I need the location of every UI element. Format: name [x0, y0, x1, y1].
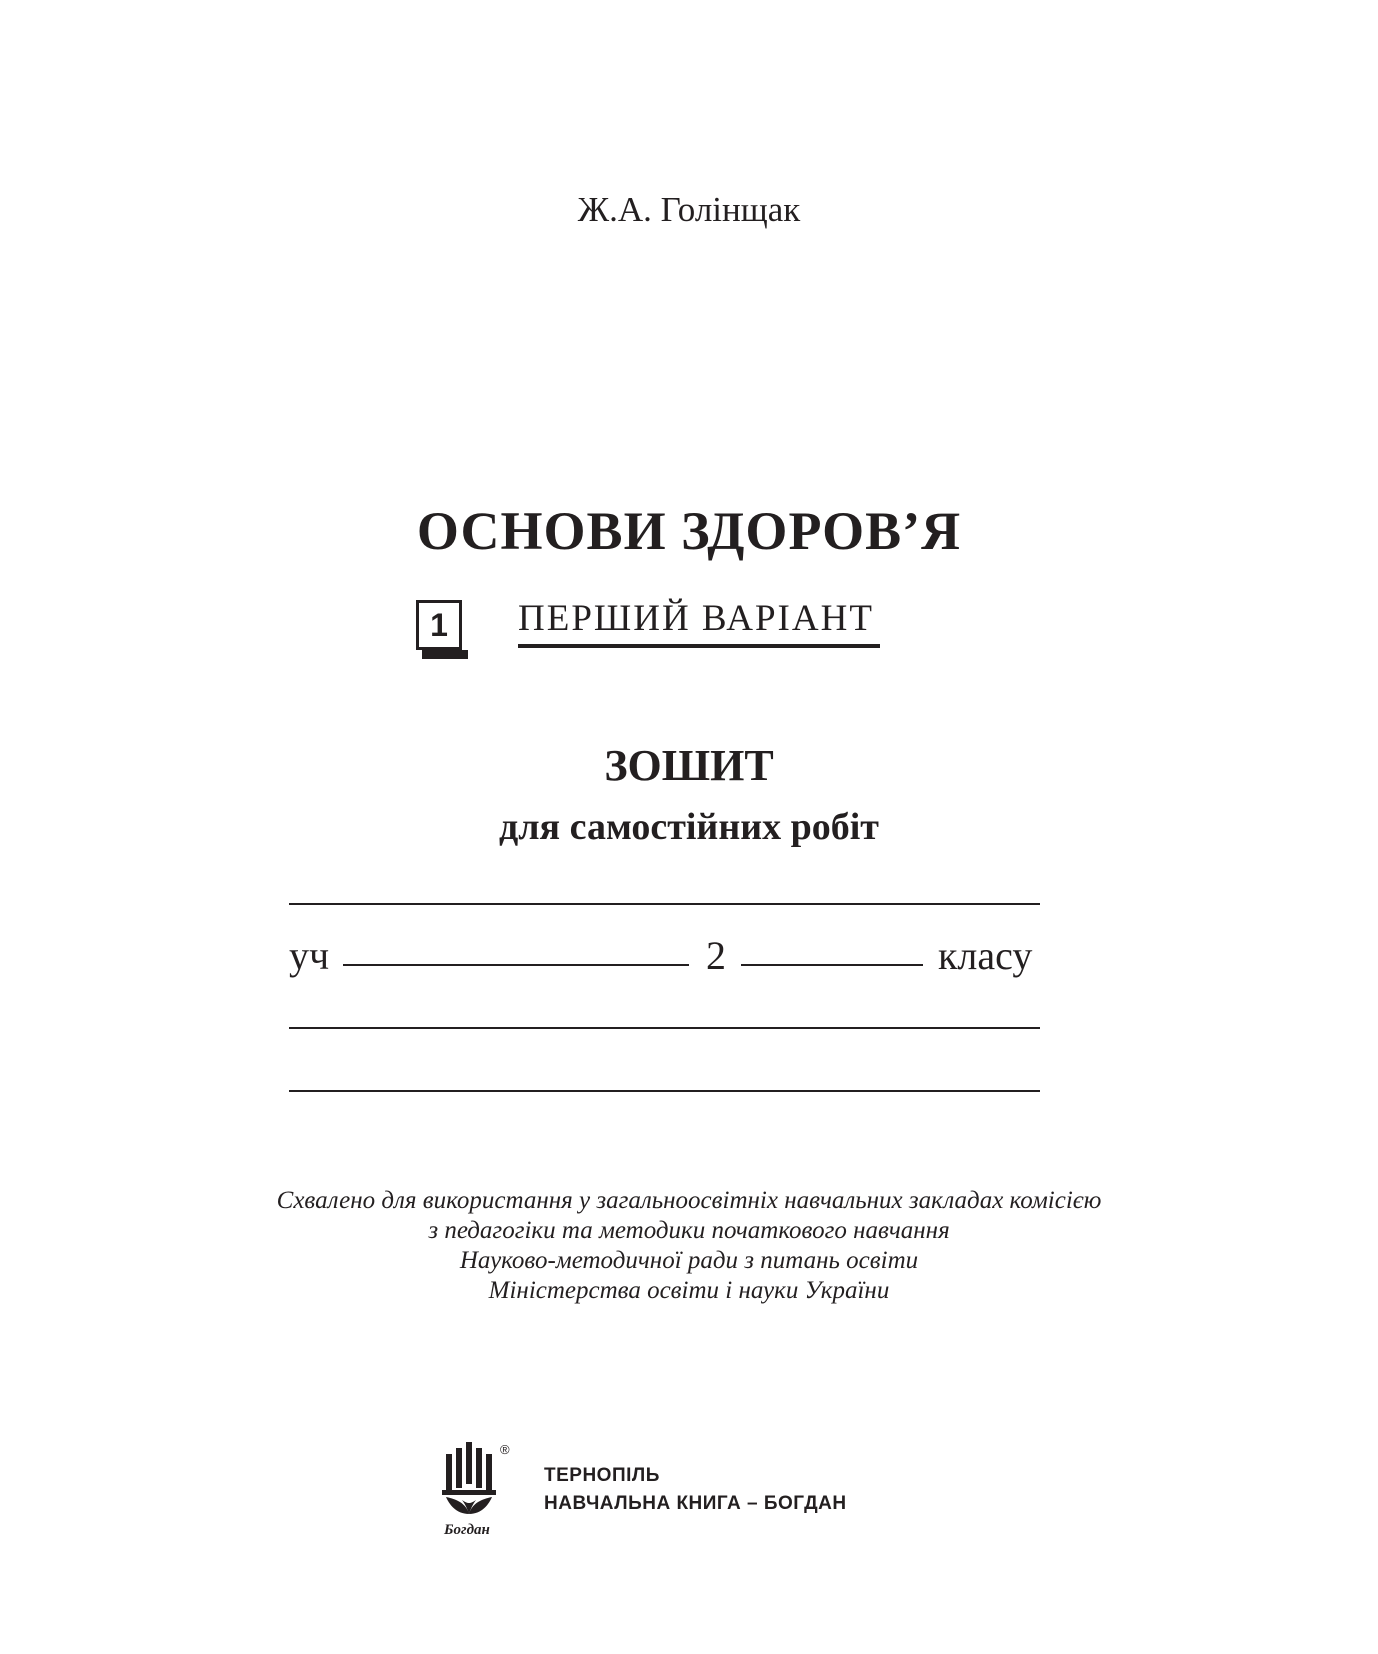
student-name-line	[343, 964, 689, 966]
class-letter-line	[741, 964, 923, 966]
publisher-city: ТЕРНОПІЛЬ	[544, 1465, 660, 1486]
variant-label: ПЕРШИЙ ВАРІАНТ	[518, 598, 874, 639]
variant-underline	[518, 644, 880, 648]
approval-line: з педагогіки та методики початкового навчання	[428, 1217, 950, 1244]
student-prefix: уч	[289, 933, 330, 978]
book-title: ОСНОВИ ЗДОРОВ’Я	[416, 501, 962, 561]
variant-number-badge: 1	[416, 600, 462, 650]
logo-wordmark: Богдан	[444, 1522, 490, 1538]
approval-line: Науково-методичної ради з питань освіти	[459, 1247, 919, 1274]
notebook-heading: ЗОШИТ	[604, 741, 774, 790]
variant-badge-shadow	[422, 650, 468, 659]
school-name-line	[289, 903, 1040, 905]
extra-line-2	[289, 1090, 1040, 1092]
registered-mark: ®	[500, 1442, 510, 1457]
grade-number: 2	[706, 933, 726, 978]
approval-line: Міністерства освіти і науки України	[488, 1277, 890, 1304]
approval-line: Схвалено для використання у загальноосвітніх навчальних закладах комісією	[276, 1187, 1102, 1214]
class-word: класу	[938, 933, 1033, 978]
bogdan-logo-icon	[440, 1440, 518, 1538]
publisher-info	[544, 1462, 847, 1518]
publisher-name: НАВЧАЛЬНА КНИГА – БОГДАН	[544, 1493, 847, 1514]
author-name: Ж.А. Голінщак	[577, 190, 801, 229]
notebook-subheading: для самостійних робіт	[499, 806, 879, 848]
extra-line-1	[289, 1027, 1040, 1029]
approval-note	[0, 1186, 1378, 1306]
